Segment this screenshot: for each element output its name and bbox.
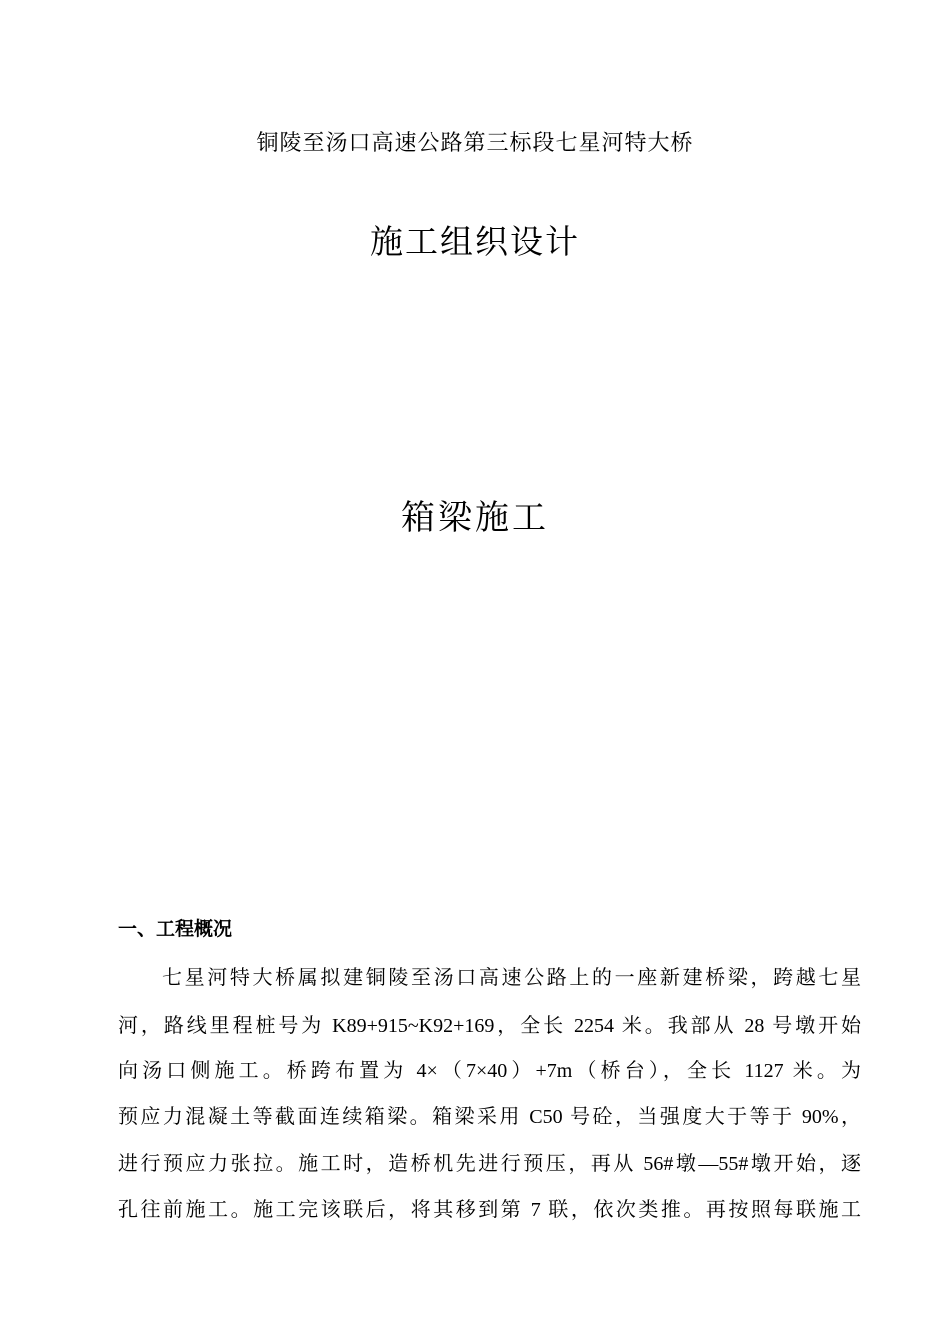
paragraph-line: 预应力混凝土等截面连续箱梁。箱梁采用 C50 号砼，当强度大于等于 90%， xyxy=(118,1106,861,1128)
document-title: 施工组织设计 xyxy=(370,222,580,261)
paragraph-line: 七星河特大桥属拟建铜陵至汤口高速公路上的一座新建桥梁，跨越七星 xyxy=(162,967,861,989)
document-subtitle: 铜陵至汤口高速公路第三标段七星河特大桥 xyxy=(256,131,694,156)
section-heading-overview: 一、工程概况 xyxy=(118,918,233,940)
paragraph-line: 进行预应力张拉。施工时，造桥机先进行预压，再从 56#墩—55#墩开始，逐 xyxy=(118,1153,861,1175)
section-title: 箱梁施工 xyxy=(401,498,549,538)
paragraph-line: 河，路线里程桩号为 K89+915~K92+169，全长 2254 米。我部从 28 号墩开始 xyxy=(118,1015,861,1037)
paragraph-line: 向汤口侧施工。桥跨布置为 4×（7×40）+7m（桥台），全长 1127 米。为 xyxy=(118,1060,861,1082)
paragraph-line: 孔往前施工。施工完该联后，将其移到第 7 联，依次类推。再按照每联施工 xyxy=(118,1199,861,1221)
